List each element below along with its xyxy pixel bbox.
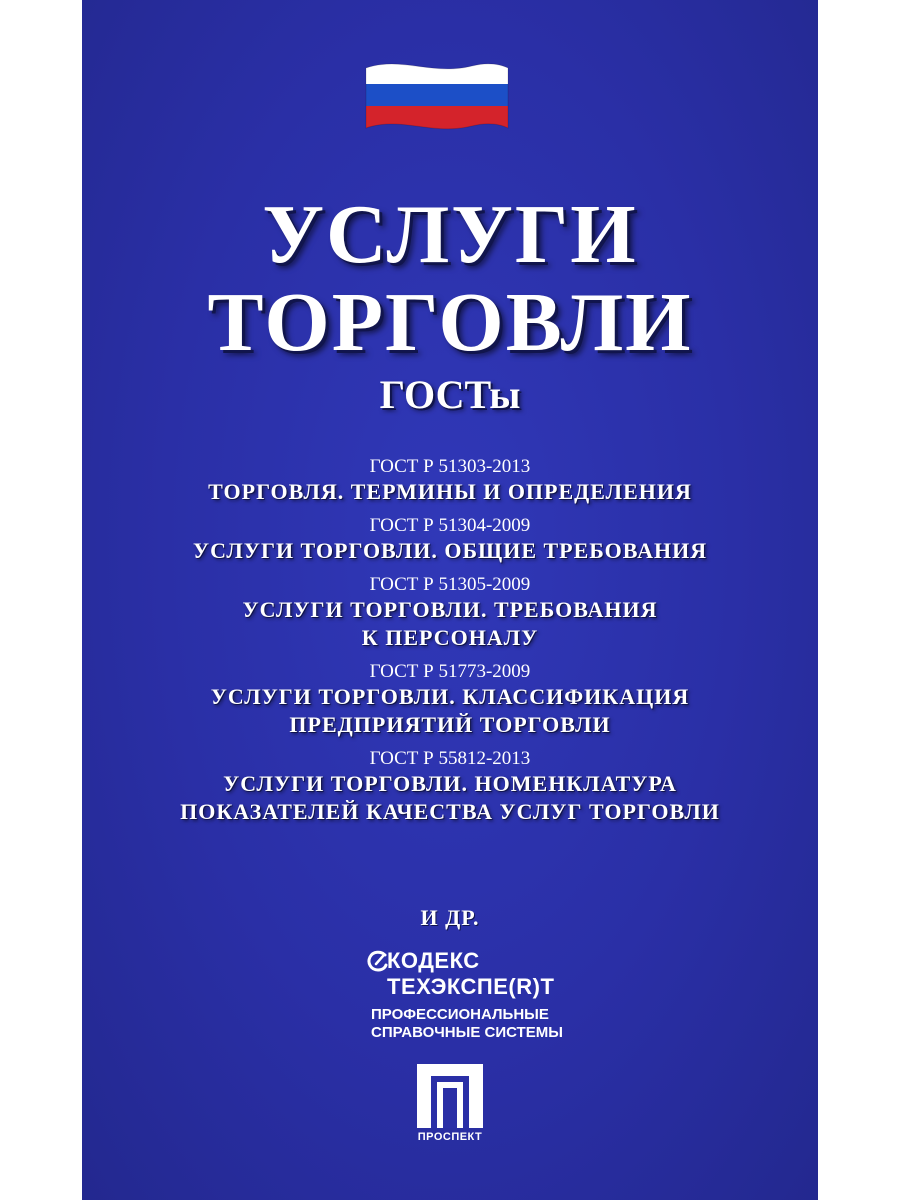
standard-item: [82, 748, 818, 826]
kodeks-line-1: КОДЕКС: [387, 948, 480, 973]
subtitle: ГОСТы: [379, 372, 521, 417]
standard-name-cont: ПОКАЗАТЕЛЕЙ КАЧЕСТВА УСЛУГ ТОРГОВЛИ: [180, 799, 720, 824]
kodeks-swirl-icon: [367, 950, 389, 972]
standards-list: [82, 456, 818, 835]
kodeks-line-3: ПРОФЕССИОНАЛЬНЫЕ: [371, 1006, 549, 1023]
standard-name: УСЛУГИ ТОРГОВЛИ. НОМЕНКЛАТУРА: [223, 771, 677, 796]
russian-flag-icon: [362, 58, 512, 134]
kodeks-line-4: СПРАВОЧНЫЕ СИСТЕМЫ: [371, 1024, 563, 1041]
standard-code: ГОСТ Р 55812-2013: [369, 748, 531, 769]
publisher-logo: [409, 1060, 491, 1152]
etc-label: И ДР.: [420, 905, 480, 930]
standard-name: ТОРГОВЛЯ. ТЕРМИНЫ И ОПРЕДЕЛЕНИЯ: [208, 479, 692, 504]
standard-item: [82, 661, 818, 739]
standard-name: УСЛУГИ ТОРГОВЛИ. ТРЕБОВАНИЯ: [242, 597, 658, 622]
standard-code: ГОСТ Р 51305-2009: [369, 574, 531, 595]
standard-item: [82, 574, 818, 652]
standard-code: ГОСТ Р 51773-2009: [369, 661, 531, 682]
standard-code: ГОСТ Р 51304-2009: [369, 515, 531, 536]
publisher-name: ПРОСПЕКТ: [417, 1131, 483, 1143]
standard-item: [82, 456, 818, 506]
standard-name-cont: ПРЕДПРИЯТИЙ ТОРГОВЛИ: [289, 712, 611, 737]
standard-code: ГОСТ Р 51303-2013: [369, 456, 531, 477]
kodeks-line-2: ТЕХЭКСПЕ(R)Т: [387, 974, 555, 999]
title-line-2: ТОРГОВЛИ: [207, 276, 693, 369]
standard-name: УСЛУГИ ТОРГОВЛИ. КЛАССИФИКАЦИЯ: [210, 684, 690, 709]
book-cover: [82, 0, 818, 1200]
standard-name-cont: К ПЕРСОНАЛУ: [361, 625, 539, 650]
standard-name: УСЛУГИ ТОРГОВЛИ. ОБЩИЕ ТРЕБОВАНИЯ: [192, 538, 708, 563]
title-line-1: УСЛУГИ: [262, 188, 638, 281]
standard-item: [82, 515, 818, 565]
